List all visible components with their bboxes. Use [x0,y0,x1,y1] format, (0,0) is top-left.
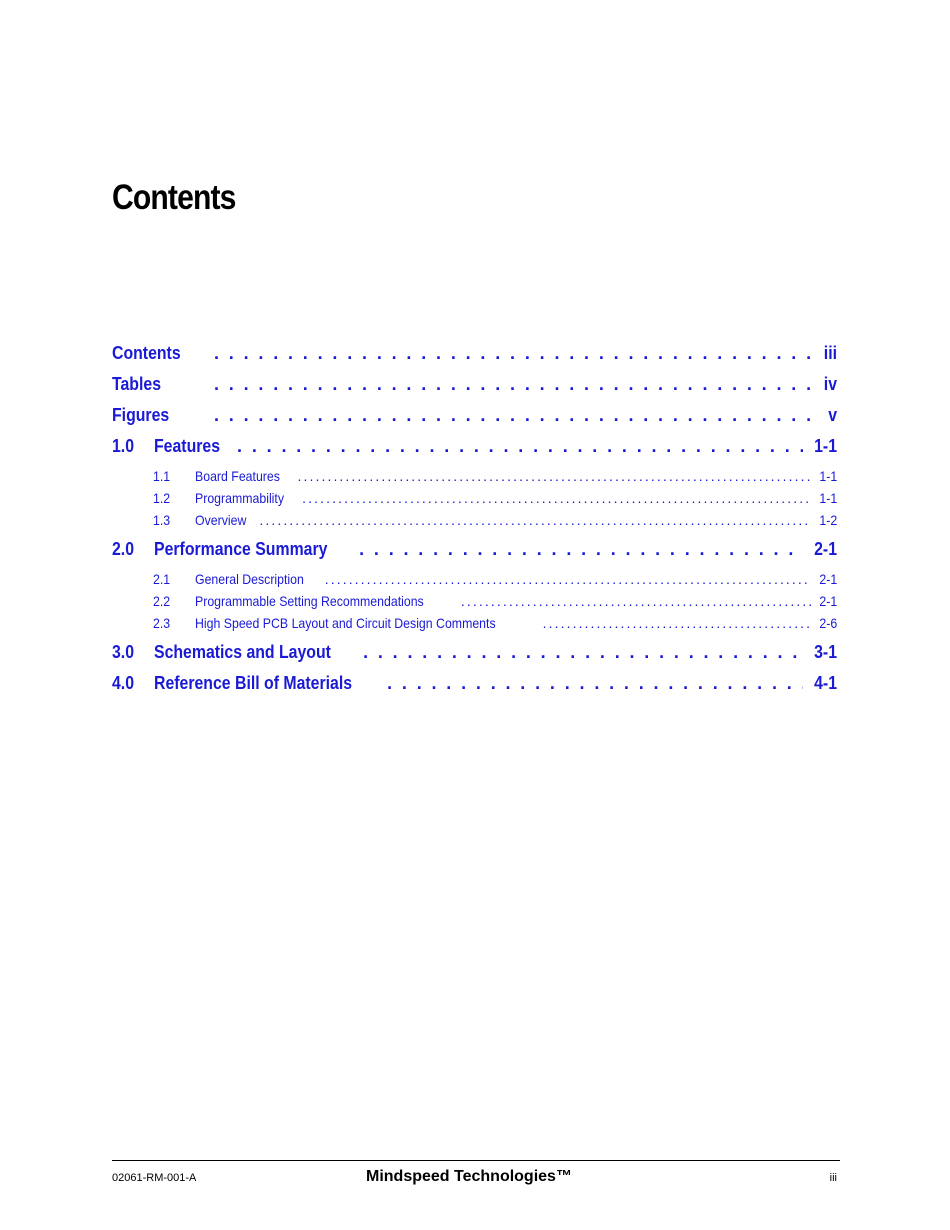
toc-subsection-label: Overview [195,512,247,528]
toc-section-schematics[interactable] [112,642,837,663]
dot-leader [543,615,811,631]
toc-section-number: 1.0 [112,436,135,456]
toc-entry-page: v [828,405,837,425]
dot-leader [363,642,803,663]
toc-subsection-number: 1.1 [153,468,171,484]
toc-subsection-general-description[interactable] [153,571,837,587]
toc-entry-contents[interactable] [112,343,837,364]
toc-section-performance-summary[interactable] [112,539,837,560]
toc-section-number: 2.0 [112,539,135,559]
footer-company: Mindspeed Technologies™ [366,1168,572,1185]
toc-subsection-page: 1-1 [819,490,837,506]
toc-subsection-page: 2-6 [819,615,837,631]
toc-entry-figures[interactable] [112,405,837,426]
toc-subsection-programmable-setting[interactable] [153,593,837,609]
dot-leader [302,490,811,506]
toc-subsection-number: 1.3 [153,512,171,528]
toc-subsection-page: 1-1 [819,468,837,484]
toc-section-label: Reference Bill of Materials [154,673,353,693]
dot-leader [298,468,811,484]
toc-entry-label: Tables [112,374,162,394]
toc-section-label: Features [154,436,221,456]
toc-subsection-page: 2-1 [819,593,837,609]
dot-leader [214,374,814,395]
page-title: Contents [112,178,236,217]
dot-leader [387,673,803,694]
toc-section-number: 3.0 [112,642,135,662]
toc-subsection-pcb-layout[interactable] [153,615,837,631]
toc-entry-page: iii [823,343,837,363]
toc-entry-label: Figures [112,405,170,425]
footer-rule [112,1160,840,1161]
dot-leader [461,593,811,609]
footer-page-number: iii [829,1172,837,1184]
toc-subsection-label: Programmability [195,490,285,506]
toc-section-page: 4-1 [814,673,837,693]
toc-subsection-number: 2.3 [153,615,171,631]
toc-subsection-overview[interactable] [153,512,837,528]
toc-entry-label: Contents [112,343,181,363]
toc-subsection-label: High Speed PCB Layout and Circuit Design Comments [195,615,496,631]
dot-leader [359,539,803,560]
toc-section-features[interactable] [112,436,837,457]
toc-section-page: 3-1 [814,642,837,662]
toc-subsection-label: Programmable Setting Recommendations [195,593,424,609]
dot-leader [325,571,811,587]
footer-doc-number: 02061-RM-001-A [112,1172,197,1184]
toc-section-label: Performance Summary [154,539,328,559]
toc-subsection-label: General Description [195,571,304,587]
toc-section-page: 1-1 [814,436,837,456]
toc-subsection-label: Board Features [195,468,280,484]
dot-leader [214,405,819,426]
toc-section-page: 2-1 [814,539,837,559]
toc-entry-tables[interactable] [112,374,837,395]
toc-section-bill-of-materials[interactable] [112,673,837,694]
dot-leader [214,343,814,364]
toc-subsection-programmability[interactable] [153,490,837,506]
dot-leader [237,436,803,457]
toc-section-number: 4.0 [112,673,135,693]
toc-subsection-number: 1.2 [153,490,171,506]
toc-subsection-board-features[interactable] [153,468,837,484]
toc-subsection-page: 2-1 [819,571,837,587]
dot-leader [259,512,810,528]
toc-subsection-number: 2.2 [153,593,171,609]
toc-subsection-page: 1-2 [819,512,837,528]
toc-subsection-number: 2.1 [153,571,171,587]
toc-entry-page: iv [823,374,837,394]
toc-section-label: Schematics and Layout [154,642,331,662]
